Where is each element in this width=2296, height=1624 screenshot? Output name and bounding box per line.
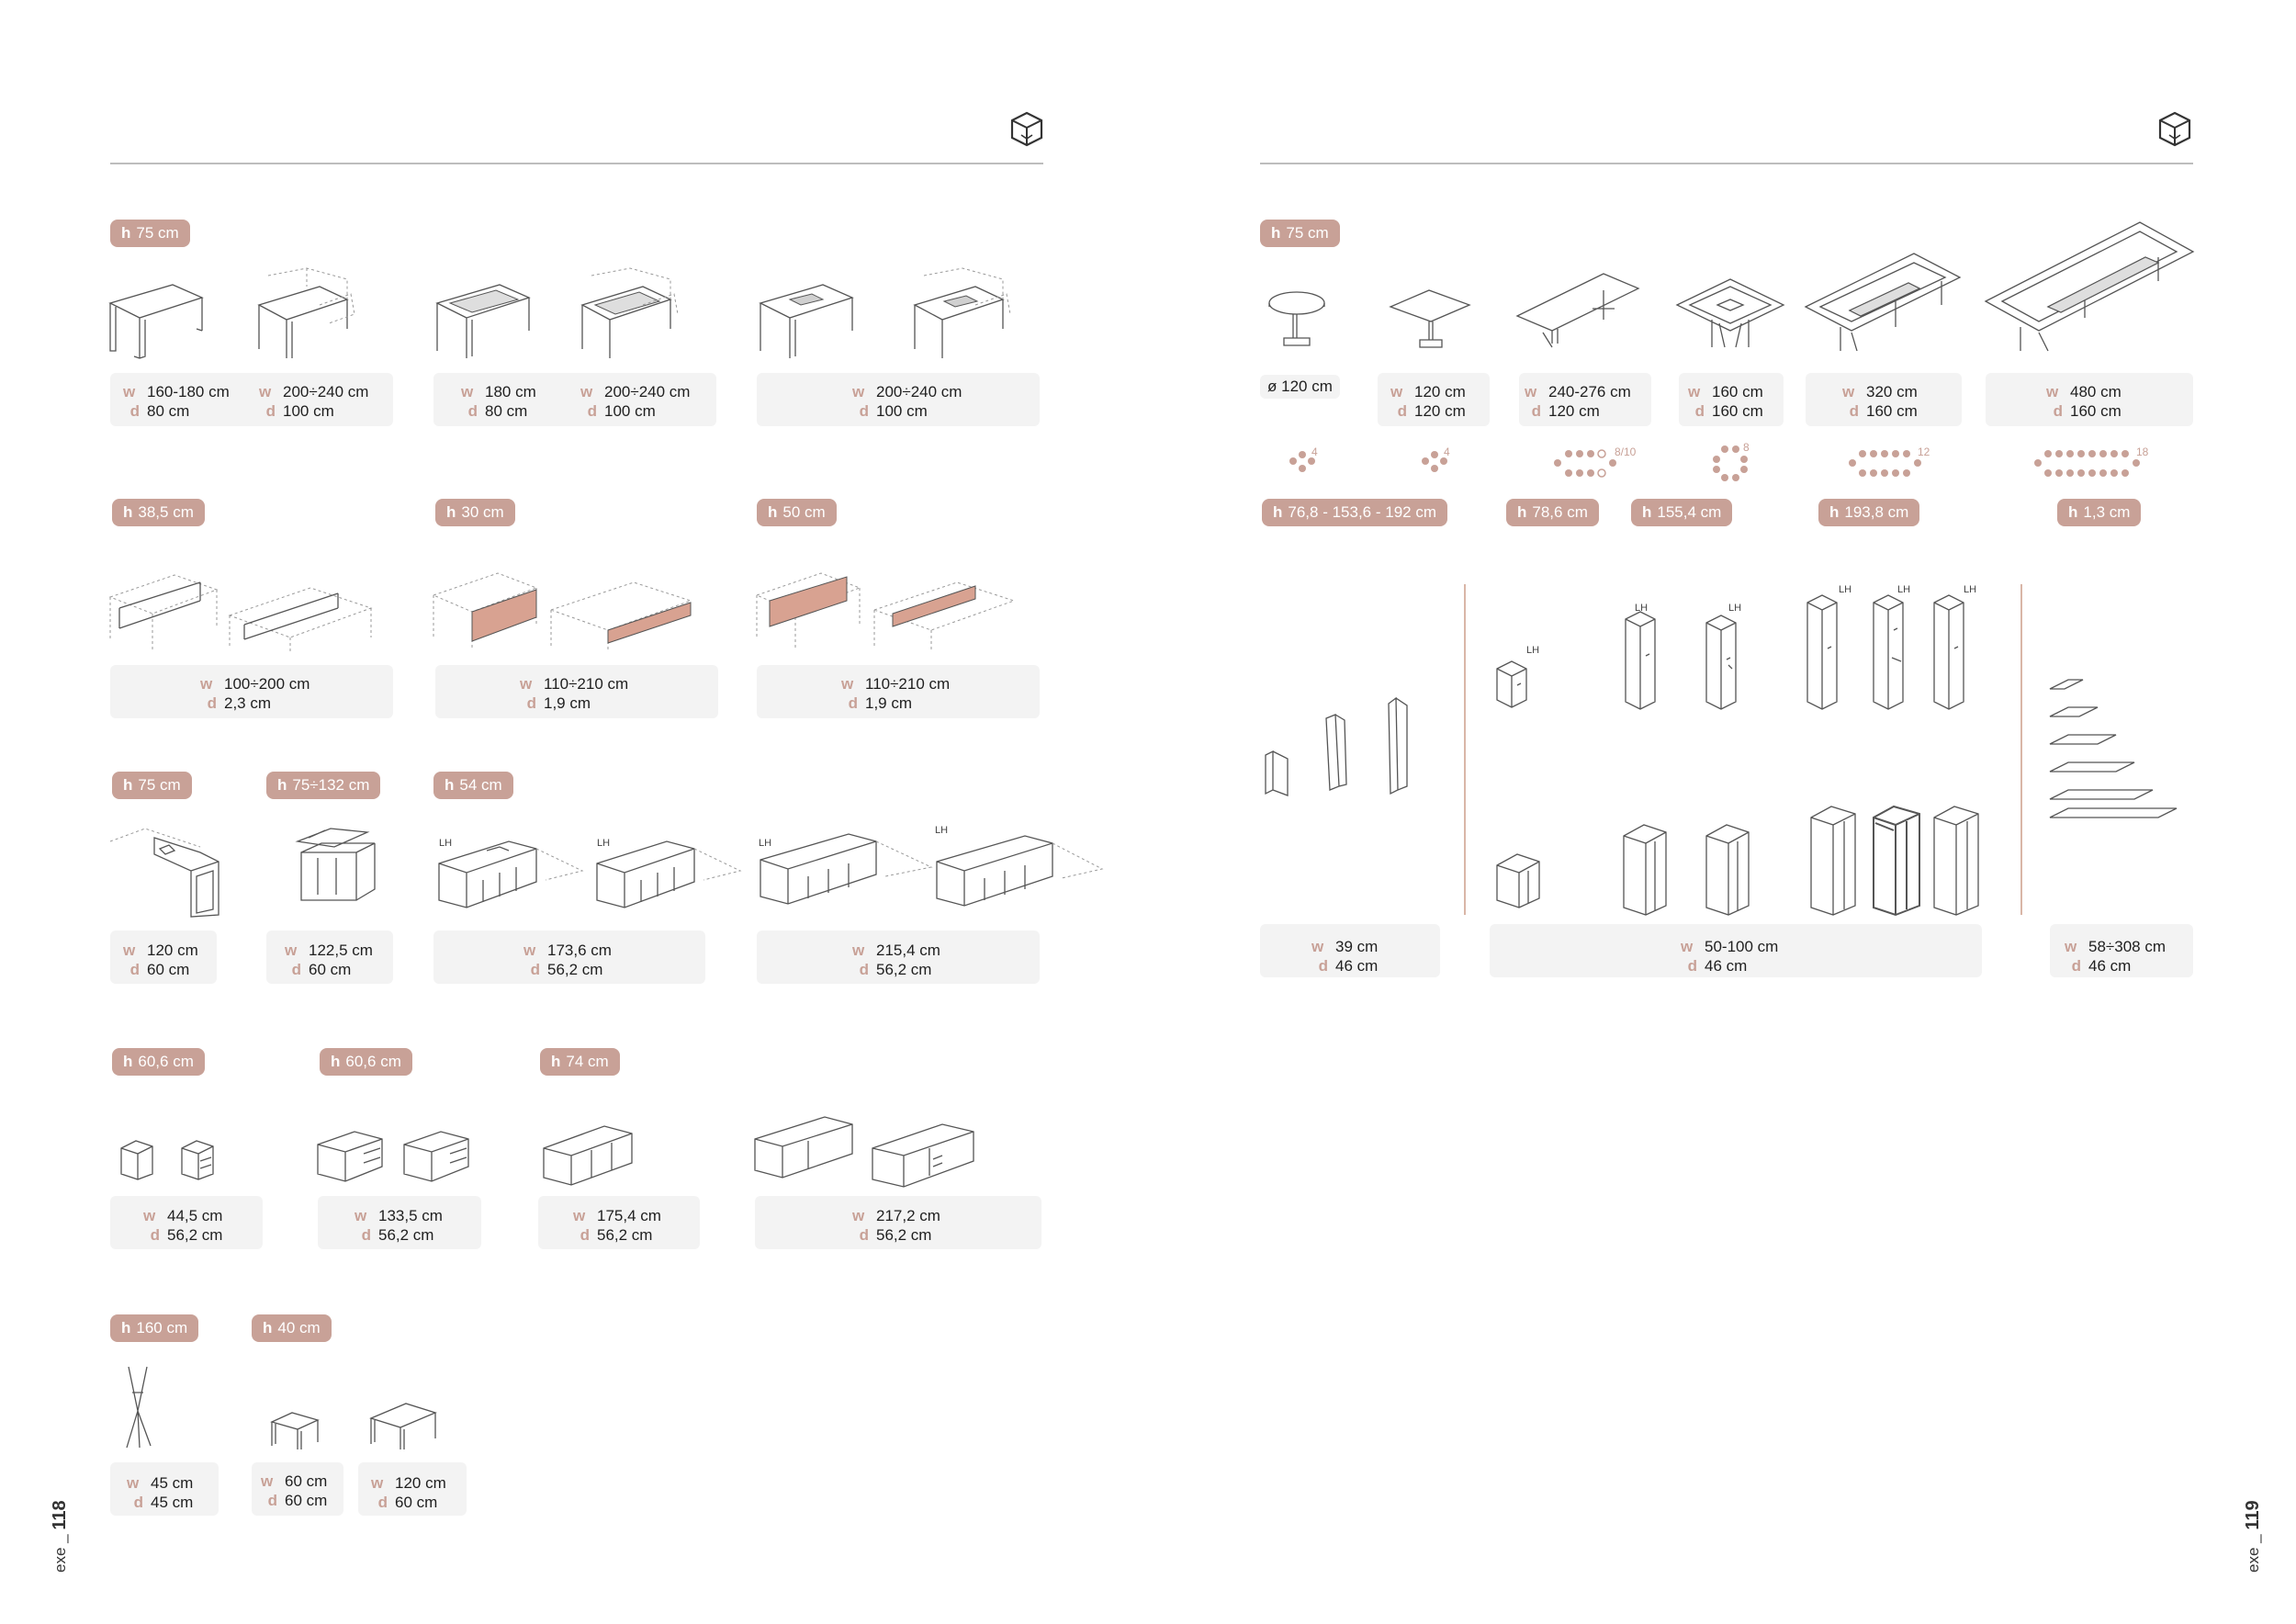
lh-label: LH: [597, 838, 611, 849]
cabinet-illustration: [1624, 610, 1660, 709]
seat-count: 12: [1918, 445, 1930, 458]
modesty-panel-illustration: [755, 558, 1021, 650]
lh-label: LH: [935, 825, 949, 836]
height-badge: h 193,8 cm: [1818, 499, 1919, 526]
desk-return-illustration: [255, 268, 356, 360]
cabinet-illustration: [1705, 614, 1741, 709]
page-number-left: exe _ 118: [50, 1500, 70, 1573]
tall-cabinet-illustration: [1806, 593, 1842, 709]
desk-leather-return-illustration: [911, 268, 1012, 360]
adjustable-desk-illustration: [294, 827, 377, 902]
dimension-text: w 240-276 cm d 120 cm: [1525, 383, 1631, 420]
desk-illustration: [108, 276, 204, 358]
coffee-table-illustration: [270, 1407, 320, 1451]
dimension-text: w 160 cm d 160 cm: [1688, 383, 1763, 420]
large-boardroom-table-illustration: [1984, 220, 2195, 353]
diameter-label: ø 120 cm: [1260, 375, 1340, 399]
pedestal-illustration: [118, 1137, 220, 1181]
coat-stand-illustration: [119, 1365, 156, 1449]
lh-label: LH: [1635, 603, 1649, 614]
tall-cabinet-illustration: [1932, 593, 1969, 709]
desk-glass-illustration: [435, 276, 531, 358]
seating-diagram: [2033, 448, 2147, 479]
rectangular-table-illustration: [1515, 272, 1640, 351]
dimension-text: w 200÷240 cm d 100 cm: [852, 383, 962, 420]
dimension-text: w 180 cm d 80 cm: [461, 383, 536, 420]
height-badge: h 75 cm: [1260, 220, 1340, 247]
credenza-illustration: [753, 1113, 975, 1189]
modesty-panel-illustration: [108, 560, 375, 652]
dimension-text: w 110÷210 cm d 1,9 cm: [841, 675, 951, 712]
height-badge: h 1,3 cm: [2057, 499, 2141, 526]
tall-double-cabinet-illustration: [1932, 805, 1980, 915]
modesty-panel-illustration: [432, 558, 698, 650]
cube-dimensions-icon: [1008, 110, 1045, 147]
dimension-text: w 122,5 cm d 60 cm: [285, 942, 373, 978]
dimension-text: w 175,4 cm d 56,2 cm: [573, 1207, 661, 1244]
height-badge: h 60,6 cm: [320, 1048, 412, 1076]
dimension-text: w 160-180 cm d 80 cm: [123, 383, 230, 420]
credenza-illustration: [542, 1122, 634, 1187]
height-badge: h 78,6 cm: [1506, 499, 1599, 526]
seat-count: 4: [1444, 445, 1450, 458]
height-badge: h 76,8 - 153,6 - 192 cm: [1262, 499, 1447, 526]
height-badge: h 60,6 cm: [112, 1048, 205, 1076]
cube-dimensions-icon: [2156, 110, 2193, 147]
page-number-right: exe _ 119: [2243, 1500, 2263, 1573]
height-badge: h 75 cm: [110, 220, 190, 247]
height-badge: h 30 cm: [435, 499, 515, 526]
square-table-illustration: [1389, 287, 1471, 351]
dimension-text: w 120 cm d 60 cm: [371, 1474, 446, 1511]
double-cabinet-illustration: [1495, 852, 1541, 909]
lh-label: LH: [1526, 645, 1540, 656]
seat-count: 18: [2136, 445, 2149, 458]
dimension-text: w 217,2 cm d 56,2 cm: [852, 1207, 940, 1244]
dimension-text: w 133,5 cm d 56,2 cm: [355, 1207, 443, 1244]
seat-count: 8: [1743, 441, 1750, 454]
sideboard-illustration: [933, 825, 1102, 913]
height-badge: h 75÷132 cm: [266, 772, 380, 799]
tall-double-cabinet-illustration: [1809, 805, 1857, 915]
dimension-text: w 60 cm d 60 cm: [261, 1472, 328, 1509]
height-badge: h 155,4 cm: [1631, 499, 1732, 526]
dimension-text: w 200÷240 cm d 100 cm: [580, 383, 691, 420]
extension-desk-illustration: [108, 827, 222, 919]
seat-count: 4: [1311, 445, 1318, 458]
dimension-text: w 58÷308 cm d 46 cm: [2065, 938, 2166, 975]
dimension-text: w 120 cm d 60 cm: [123, 942, 198, 978]
dimension-text: w 50-100 cm d 46 cm: [1681, 938, 1779, 975]
dimension-text: w 120 cm d 120 cm: [1390, 383, 1466, 420]
cabinet-illustration: [1495, 660, 1532, 707]
square-meeting-table-illustration: [1675, 276, 1785, 349]
seat-count: 8/10: [1615, 445, 1637, 458]
round-table-illustration: [1267, 290, 1326, 349]
lh-label: LH: [1897, 584, 1911, 595]
dimension-text: w 45 cm d 45 cm: [127, 1474, 194, 1511]
lh-label: LH: [1728, 603, 1742, 614]
dimension-text: w 44,5 cm d 56,2 cm: [143, 1207, 223, 1244]
height-badge: h 74 cm: [540, 1048, 620, 1076]
section-divider: [2020, 584, 2022, 915]
dimension-text: w 39 cm d 46 cm: [1311, 938, 1379, 975]
dimension-text: w 215,4 cm d 56,2 cm: [852, 942, 940, 978]
top-rule-right: [1260, 163, 2193, 164]
sideboard-illustration: [757, 823, 931, 911]
seating-diagram: [1848, 448, 1927, 479]
section-divider: [1464, 584, 1466, 915]
side-panel-illustration: [1262, 694, 1418, 795]
coffee-table-illustration: [369, 1400, 437, 1451]
height-badge: h 38,5 cm: [112, 499, 205, 526]
dimension-text: w 173,6 cm d 56,2 cm: [523, 942, 612, 978]
dimension-text: w 200÷240 cm d 100 cm: [259, 383, 369, 420]
desk-leather-illustration: [759, 276, 854, 358]
dimension-text: w 110÷210 cm d 1,9 cm: [520, 675, 629, 712]
top-rule-left: [110, 163, 1043, 164]
low-cabinet-illustration: [316, 1126, 472, 1183]
dimension-text: w 480 cm d 160 cm: [2046, 383, 2122, 420]
lh-label: LH: [1964, 584, 1977, 595]
dimension-text: w 100÷200 cm d 2,3 cm: [200, 675, 310, 712]
boardroom-table-illustration: [1804, 250, 1962, 353]
lh-label: LH: [439, 838, 453, 849]
height-badge: h 50 cm: [757, 499, 837, 526]
desk-glass-return-illustration: [579, 268, 680, 360]
double-cabinet-illustration: [1705, 823, 1750, 915]
tall-cabinet-illustration: [1872, 593, 1908, 709]
shelves-illustration: [2048, 676, 2180, 819]
lh-label: LH: [759, 838, 772, 849]
double-cabinet-illustration: [1622, 823, 1668, 915]
lh-label: LH: [1839, 584, 1852, 595]
sideboard-illustration: [435, 827, 582, 911]
dimension-text: w 320 cm d 160 cm: [1842, 383, 1918, 420]
sideboard-illustration: [593, 827, 740, 911]
height-badge: h 40 cm: [252, 1314, 332, 1342]
height-badge: h 54 cm: [433, 772, 513, 799]
tall-double-cabinet-illustration: [1872, 805, 1921, 915]
height-badge: h 160 cm: [110, 1314, 198, 1342]
height-badge: h 75 cm: [112, 772, 192, 799]
